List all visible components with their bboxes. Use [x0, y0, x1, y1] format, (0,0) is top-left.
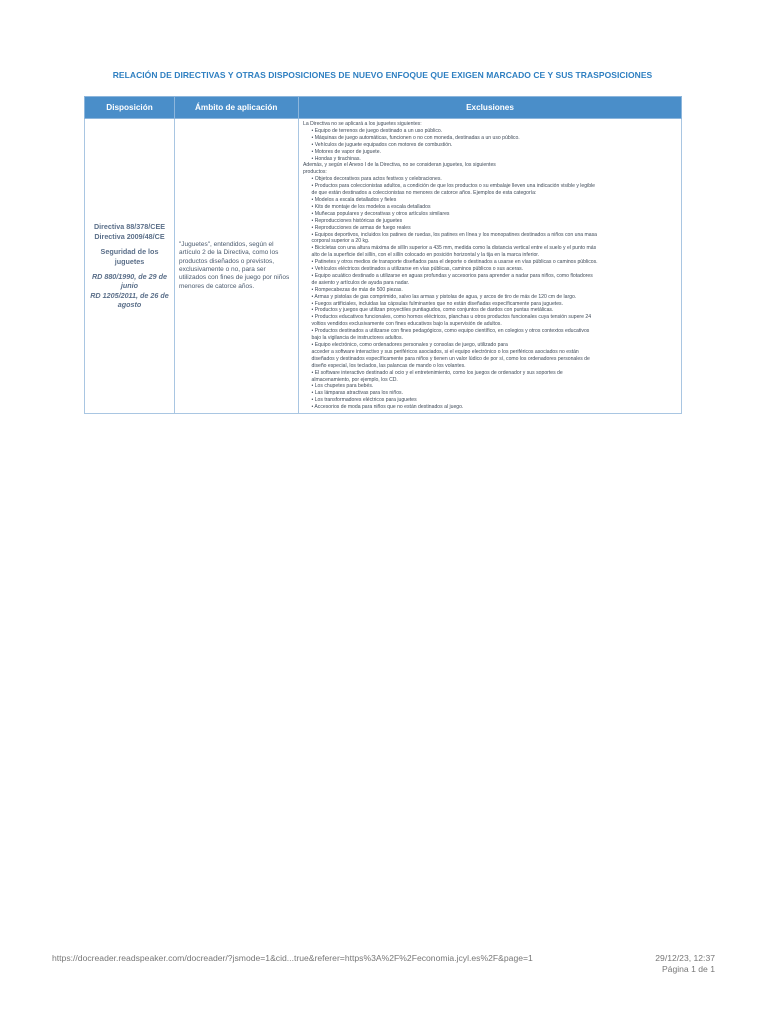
- rd-2: RD 1205/2011, de 26 de agosto: [90, 290, 169, 310]
- list-item: • Fuegos artificiales, incluidas las cápsulas fulminantes que no están diseñadas específicamente para juguetes.: [303, 300, 564, 307]
- header-ambito: Ámbito de aplicación: [175, 97, 299, 119]
- list-item: • Máquinas de juego automáticas, funcionen o no con moneda, destinadas a un uso público.: [303, 134, 520, 141]
- list-item: • Muñecas populares y decorativas y otros artículos similares: [303, 210, 450, 217]
- list-item: diseño especial, los teclados, las palancas de mando o los volantes.: [303, 362, 466, 369]
- footer-info: [655, 953, 715, 975]
- list-item: • Productos destinados a utilizarse con fines pedagógicos, como equipo científico, en colegios y otros contextos educativos: [303, 328, 590, 335]
- directives-table: [84, 96, 682, 414]
- list-item: • Hondas y tirachinas.: [303, 155, 361, 162]
- list-item: • Productos para coleccionistas adultos, a condición de que los productos o su embalaje lleven una indicación visible y legible: [303, 183, 596, 190]
- exclusiones-cell: [299, 119, 682, 414]
- table-header-row: [85, 97, 682, 119]
- seguridad-label: Seguridad de los juguetes: [100, 247, 159, 266]
- footer-url: https://docreader.readspeaker.com/docreader/?jsmode=1&cid...true&referer=https%3A%2F%2Feconomia.jcyl.es%2F&page=1: [52, 953, 533, 963]
- list-item: • Equipos deportivos, incluidos los patines de ruedas, los patines en línea y los monopatines destinados a niños con una masa: [303, 231, 598, 238]
- ambito-text: "Juguetes", entendidos, según el artículo 2 de la Directiva, como los productos diseñados o previstos, exclusivamente o no, para ser utilizados con fines de juego por niños menores de catorce años.: [179, 241, 290, 290]
- rd-1: RD 880/1990, de 29 de junio: [91, 272, 168, 291]
- list-item: • Rompecabezas de más de 500 piezas.: [303, 286, 403, 293]
- list-item: • Objetos decorativos para actos festivos y celebraciones.: [303, 176, 442, 183]
- list-item: • Equipo de terrenos de juego destinado a un uso público.: [303, 127, 443, 134]
- list-item: alto de la superficie del sillín, con el sillín colocado en posición horizontal y la tija en la marca inferior.: [303, 252, 540, 259]
- list-item: voltios vendidos exclusivamente con fines educativos bajo la supervisión de adultos.: [303, 321, 502, 328]
- list-item: • Equipo acuático destinado a utilizarse en aguas profundas y accesorios para aprender a nadar para niños, como flotadores: [303, 272, 593, 279]
- exclusiones-list: [299, 119, 681, 413]
- header-disposicion: Disposición: [85, 97, 175, 119]
- page-title: RELACIÓN DE DIRECTIVAS Y OTRAS DISPOSICIONES DE NUEVO ENFOQUE QUE EXIGEN MARCADO CE Y SUS TRASPOSICIONES: [112, 70, 653, 80]
- list-item: • Accesorios de moda para niños que no están destinados al juego.: [303, 404, 464, 411]
- list-item: • Motores de vapor de juguete.: [303, 148, 381, 155]
- list-item: almacenamiento, por ejemplo, los CD.: [303, 376, 398, 383]
- list-item: • Productos y juegos que utilizan proyectiles puntiagudos, como conjuntos de dardos con puntas metálicas.: [303, 307, 554, 314]
- list-item: de asiento y artículos de ayuda para nadar.: [303, 279, 410, 286]
- disposicion-cell: [85, 119, 175, 414]
- list-item: La Directiva no se aplicará a los juguetes siguientes:: [303, 121, 422, 127]
- list-item: • Vehículos de juguete equipados con motores de combustión.: [303, 141, 453, 148]
- list-item: • Patinetes y otros medios de transporte diseñados para el deporte o destinados a usarse en vías públicas o caminos públicos.: [303, 259, 598, 266]
- list-item: • Kits de montaje de los modelos a escala detallados: [303, 203, 431, 210]
- footer-datetime: 29/12/23, 12:37: [655, 953, 715, 963]
- list-item: • Equipo electrónico, como ordenadores personales y consolas de juego, utilizado para: [303, 342, 508, 348]
- list-item: • Los chupetes para bebés.: [303, 383, 374, 390]
- list-item: • Las lámparas atractivas para los niños.: [303, 390, 404, 397]
- list-item: bajo la vigilancia de instructores adultos.: [303, 335, 403, 342]
- ambito-cell: [175, 119, 299, 414]
- list-item: corporal superior a 20 kg.: [303, 238, 370, 245]
- list-item: acceder a software interactivo y sus periféricos asociados, si el equipo electrónico o los periféricos asociados no están: [303, 348, 579, 355]
- directiva-2: Directiva 2009/48/CE: [94, 231, 165, 241]
- list-item: Además, y según el Anexo I de la Directiva, no se consideran juguetes, los siguientes: [303, 162, 496, 169]
- list-item: productos:: [303, 169, 327, 176]
- list-item: • Modelos a escala detallados y fieles: [303, 196, 397, 203]
- list-item: • Vehículos eléctricos destinados a utilizarse en vías públicas, caminos públicos o sus aceras.: [303, 266, 524, 273]
- footer-page: Página 1 de 1: [661, 964, 715, 974]
- list-item: • El software interactivo destinado al ocio y el entretenimiento, como los juegos de ordenador y sus soportes de: [303, 369, 563, 376]
- list-item: de que están destinados a coleccionistas no menores de catorce años. Ejemplos de esta categoría:: [303, 190, 537, 197]
- list-item: diseñados y destinados específicamente para niños y tienen un valor lúdico de por sí, como los ordenadores personales de: [303, 355, 590, 362]
- list-item: • Reproducciones históricas de juguetes: [303, 217, 403, 224]
- directiva-1: Directiva 88/378/CEE: [93, 222, 166, 232]
- list-item: • Bicicletas con una altura máxima de sillín superior a 435 mm, medida como la distancia vertical entre el suelo y el punto más: [303, 245, 597, 252]
- list-item: • Los transformadores eléctricos para juguetes: [303, 397, 417, 404]
- list-item: • Armas y pistolas de gas comprimido, salvo las armas y pistolas de agua, y arcos de tiro de más de 120 cm de largo.: [303, 293, 577, 300]
- list-item: • Productos educativos funcionales, como hornos eléctricos, planchas u otros productos funcionales cuya tensión supere 24: [303, 314, 592, 321]
- table-row: [85, 119, 682, 414]
- list-item: • Reproducciones de armas de fuego reales: [303, 224, 411, 231]
- header-exclusiones: Exclusiones: [299, 97, 682, 119]
